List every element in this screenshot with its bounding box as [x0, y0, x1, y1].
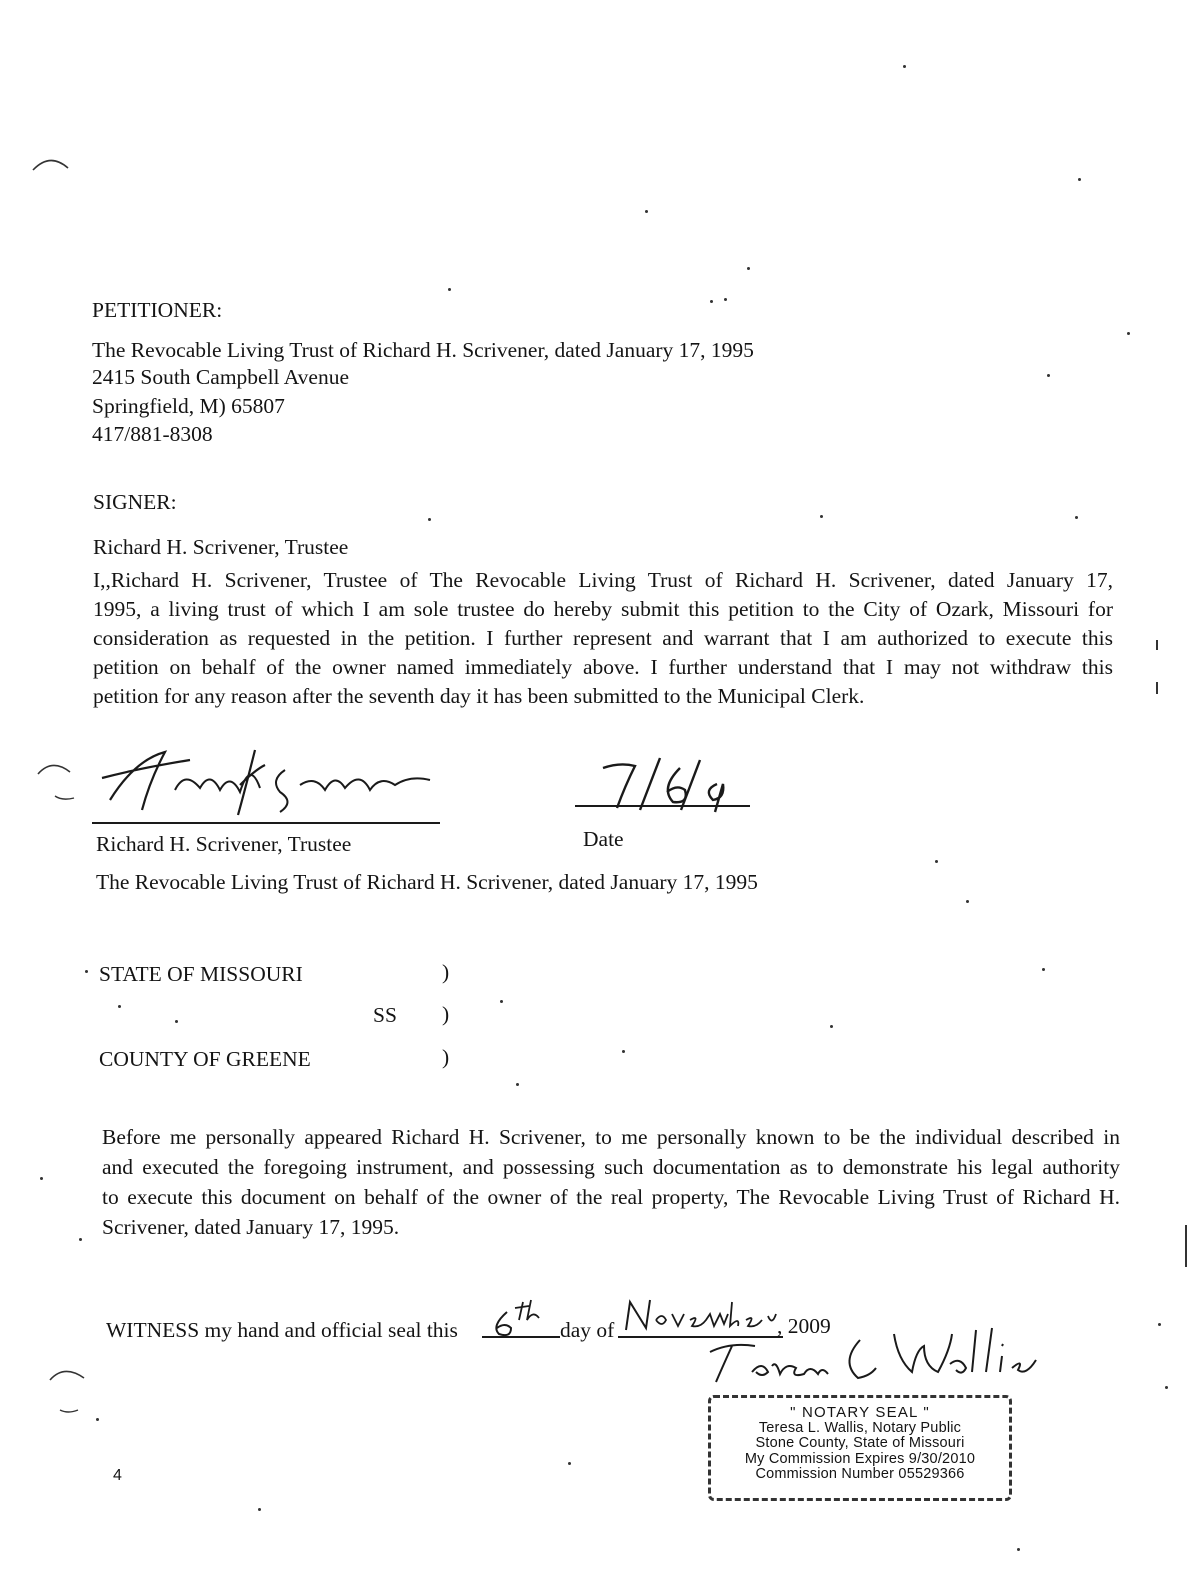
speck — [747, 267, 750, 270]
venue-state: STATE OF MISSOURI — [99, 962, 303, 986]
speck — [1165, 1386, 1168, 1389]
petitioner-name: The Revocable Living Trust of Richard H. Scrivener, dated January 17, 1995 — [92, 338, 754, 362]
date-caption: Date — [583, 827, 624, 851]
speck — [500, 1000, 503, 1003]
statement-paragraph — [93, 566, 1113, 711]
statement-line: 1995, a living trust of which I am sole trustee do hereby submit this petition to the City of Ozark, Missouri for — [93, 597, 1113, 621]
venue-bracket: ) — [442, 960, 450, 984]
speck — [1075, 516, 1078, 519]
venue-ss: SS — [373, 1003, 397, 1027]
day-line — [482, 1336, 560, 1338]
speck — [1078, 178, 1081, 181]
petitioner-phone: 417/881-8308 — [92, 422, 213, 446]
trust-caption: The Revocable Living Trust of Richard H. Scrivener, dated January 17, 1995 — [96, 870, 758, 894]
witness-day-label: day of — [560, 1318, 615, 1342]
scan-mark — [1156, 682, 1158, 694]
petitioner-address-1: 2415 South Campbell Avenue — [92, 365, 349, 389]
notary-signature — [680, 1320, 1060, 1390]
speck — [966, 900, 969, 903]
witness-year: , 2009 — [777, 1314, 831, 1338]
speck — [79, 1238, 82, 1241]
acknowledgment-line: Before me personally appeared Richard H. Scrivener, to me personally known to be the individual described in — [102, 1125, 1120, 1149]
speck — [1127, 332, 1130, 335]
speck — [1158, 1323, 1161, 1326]
speck — [516, 1083, 519, 1086]
acknowledgment-line: to execute this document on behalf of the owner of the real property, The Revocable Living Trust of Richard H. — [102, 1185, 1120, 1209]
scan-mark — [1185, 1225, 1187, 1267]
date-line — [575, 805, 750, 807]
speck — [85, 970, 88, 973]
seal-line: Commission Number 05529366 — [755, 1466, 965, 1482]
signer-caption: Richard H. Scrivener, Trustee — [96, 832, 352, 856]
signature-richard-scrivener — [80, 730, 460, 825]
speck — [830, 1025, 833, 1028]
statement-line: consideration as requested in the petition. I further represent and warrant that I am authorized to execute this — [93, 626, 1113, 650]
speck — [903, 65, 906, 68]
speck — [175, 1020, 178, 1023]
seal-line: Teresa L. Wallis, Notary Public — [758, 1419, 962, 1436]
speck — [1047, 374, 1050, 377]
seal-title: " NOTARY SEAL " — [790, 1404, 930, 1421]
signer-heading: SIGNER: — [93, 490, 177, 514]
speck — [448, 288, 451, 291]
page-number: 4 — [113, 1467, 122, 1484]
speck — [622, 1050, 625, 1053]
statement-line: I,,Richard H. Scrivener, Trustee of The Revocable Living Trust of Richard H. Scrivener, dated January 17, — [93, 568, 1113, 592]
statement-line: petition on behalf of the owner named immediately above. I further understand that I may not withdraw this — [93, 655, 1113, 679]
signer-name: Richard H. Scrivener, Trustee — [93, 535, 349, 559]
statement-line: petition for any reason after the seventh day it has been submitted to the Municipal Clerk. — [93, 684, 865, 708]
venue-bracket: ) — [442, 1002, 450, 1026]
speck — [935, 860, 938, 863]
venue-bracket: ) — [442, 1045, 450, 1069]
speck — [568, 1462, 571, 1465]
acknowledgment-line: Scrivener, dated January 17, 1995. — [102, 1215, 400, 1239]
speck — [96, 1418, 99, 1421]
speck — [40, 1177, 43, 1180]
speck — [710, 300, 713, 303]
venue-county: COUNTY OF GREENE — [99, 1047, 311, 1071]
speck — [258, 1508, 261, 1511]
speck — [645, 210, 648, 213]
seal-line: Stone County, State of Missouri — [755, 1435, 965, 1451]
witness-prefix: WITNESS my hand and official seal this — [106, 1318, 458, 1342]
speck — [1017, 1548, 1020, 1551]
petitioner-heading: PETITIONER: — [92, 298, 223, 322]
acknowledgment-line: and executed the foregoing instrument, and possessing such documentation as to demonstrate his legal authority — [102, 1155, 1120, 1179]
speck — [1042, 968, 1045, 971]
handwritten-date — [585, 748, 755, 813]
petitioner-address-2: Springfield, M) 65807 — [92, 394, 285, 418]
signature-line — [92, 822, 440, 824]
scan-mark — [1156, 640, 1158, 650]
seal-line: My Commission Expires 9/30/2010 — [744, 1450, 976, 1467]
speck — [724, 298, 727, 301]
speck — [118, 1005, 121, 1008]
speck — [428, 518, 431, 521]
handwritten-day — [485, 1298, 560, 1340]
acknowledgment-paragraph — [102, 1122, 1120, 1242]
notary-seal — [708, 1395, 1012, 1501]
speck — [820, 515, 823, 518]
